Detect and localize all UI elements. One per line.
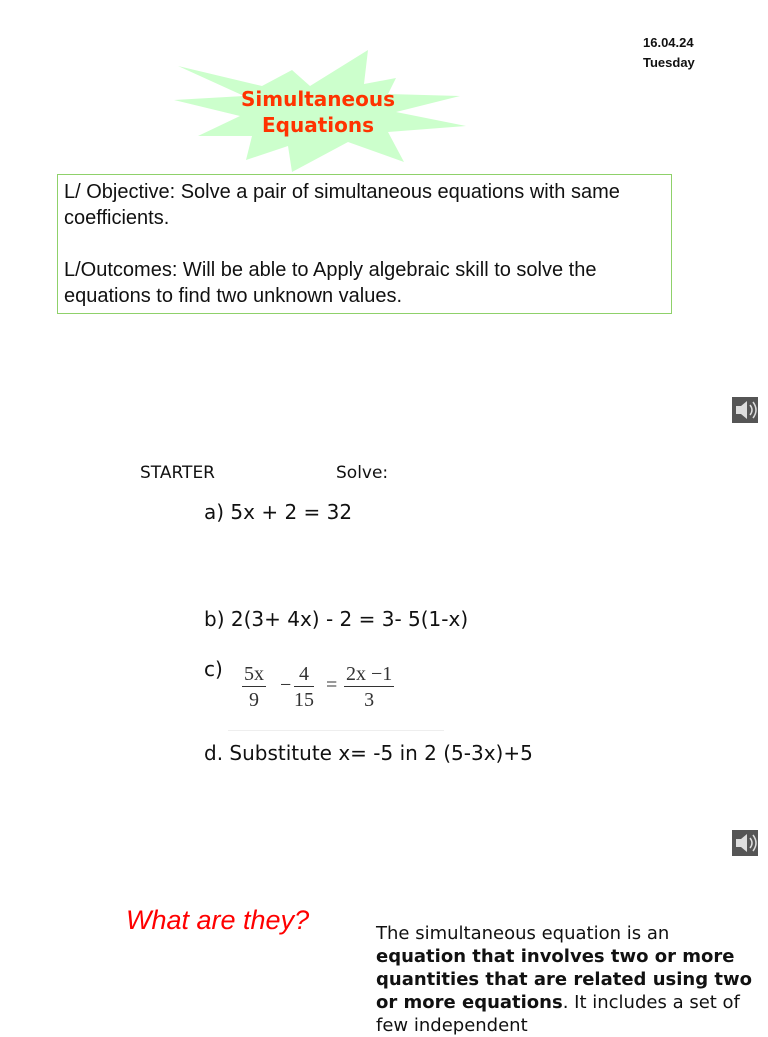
equals-sign: = (326, 674, 338, 696)
denominator: 15 (294, 689, 314, 711)
speaker-icon[interactable] (732, 397, 758, 423)
day: Tuesday (643, 55, 695, 70)
question-c-label: c) (204, 657, 223, 681)
title-line-1: Simultaneous (241, 87, 395, 111)
speaker-icon[interactable] (732, 830, 758, 856)
numerator: 5x (244, 663, 264, 685)
objectives-box (57, 174, 672, 314)
page-title (200, 86, 436, 138)
numerator: 2x −1 (346, 663, 393, 685)
definition-bold: equation that involves two or more quantities that are related using two or more equations (376, 946, 752, 1013)
date-block (643, 33, 695, 73)
numerator: 4 (294, 662, 314, 687)
definition-intro: The simultaneous equation is an (376, 923, 670, 944)
question-b: b) 2(3+ 4x) - 2 = 3- 5(1-x) (204, 607, 469, 631)
question-d: d. Substitute x= -5 in 2 (5-3x)+5 (204, 741, 533, 765)
definition-text (376, 922, 756, 1037)
learning-outcomes: L/Outcomes: Will be able to Apply algebraic skill to solve the equations to find two unknown values. (64, 259, 597, 307)
learning-objective: L/ Objective: Solve a pair of simultaneous equations with same coefficients. (64, 181, 620, 229)
denominator: 3 (364, 689, 375, 711)
title-line-2: Equations (261, 113, 374, 137)
question-c-equation (228, 658, 444, 731)
definition-continued: . It includes a set of few independent (376, 992, 740, 1036)
what-are-they-heading: What are they? (126, 905, 310, 935)
minus-sign: − (280, 674, 292, 696)
denominator: 9 (249, 689, 259, 711)
question-a: a) 5x + 2 = 32 (204, 500, 353, 524)
date: 16.04.24 (643, 35, 694, 50)
starter-label: STARTER (140, 463, 215, 483)
solve-label: Solve: (336, 463, 389, 483)
